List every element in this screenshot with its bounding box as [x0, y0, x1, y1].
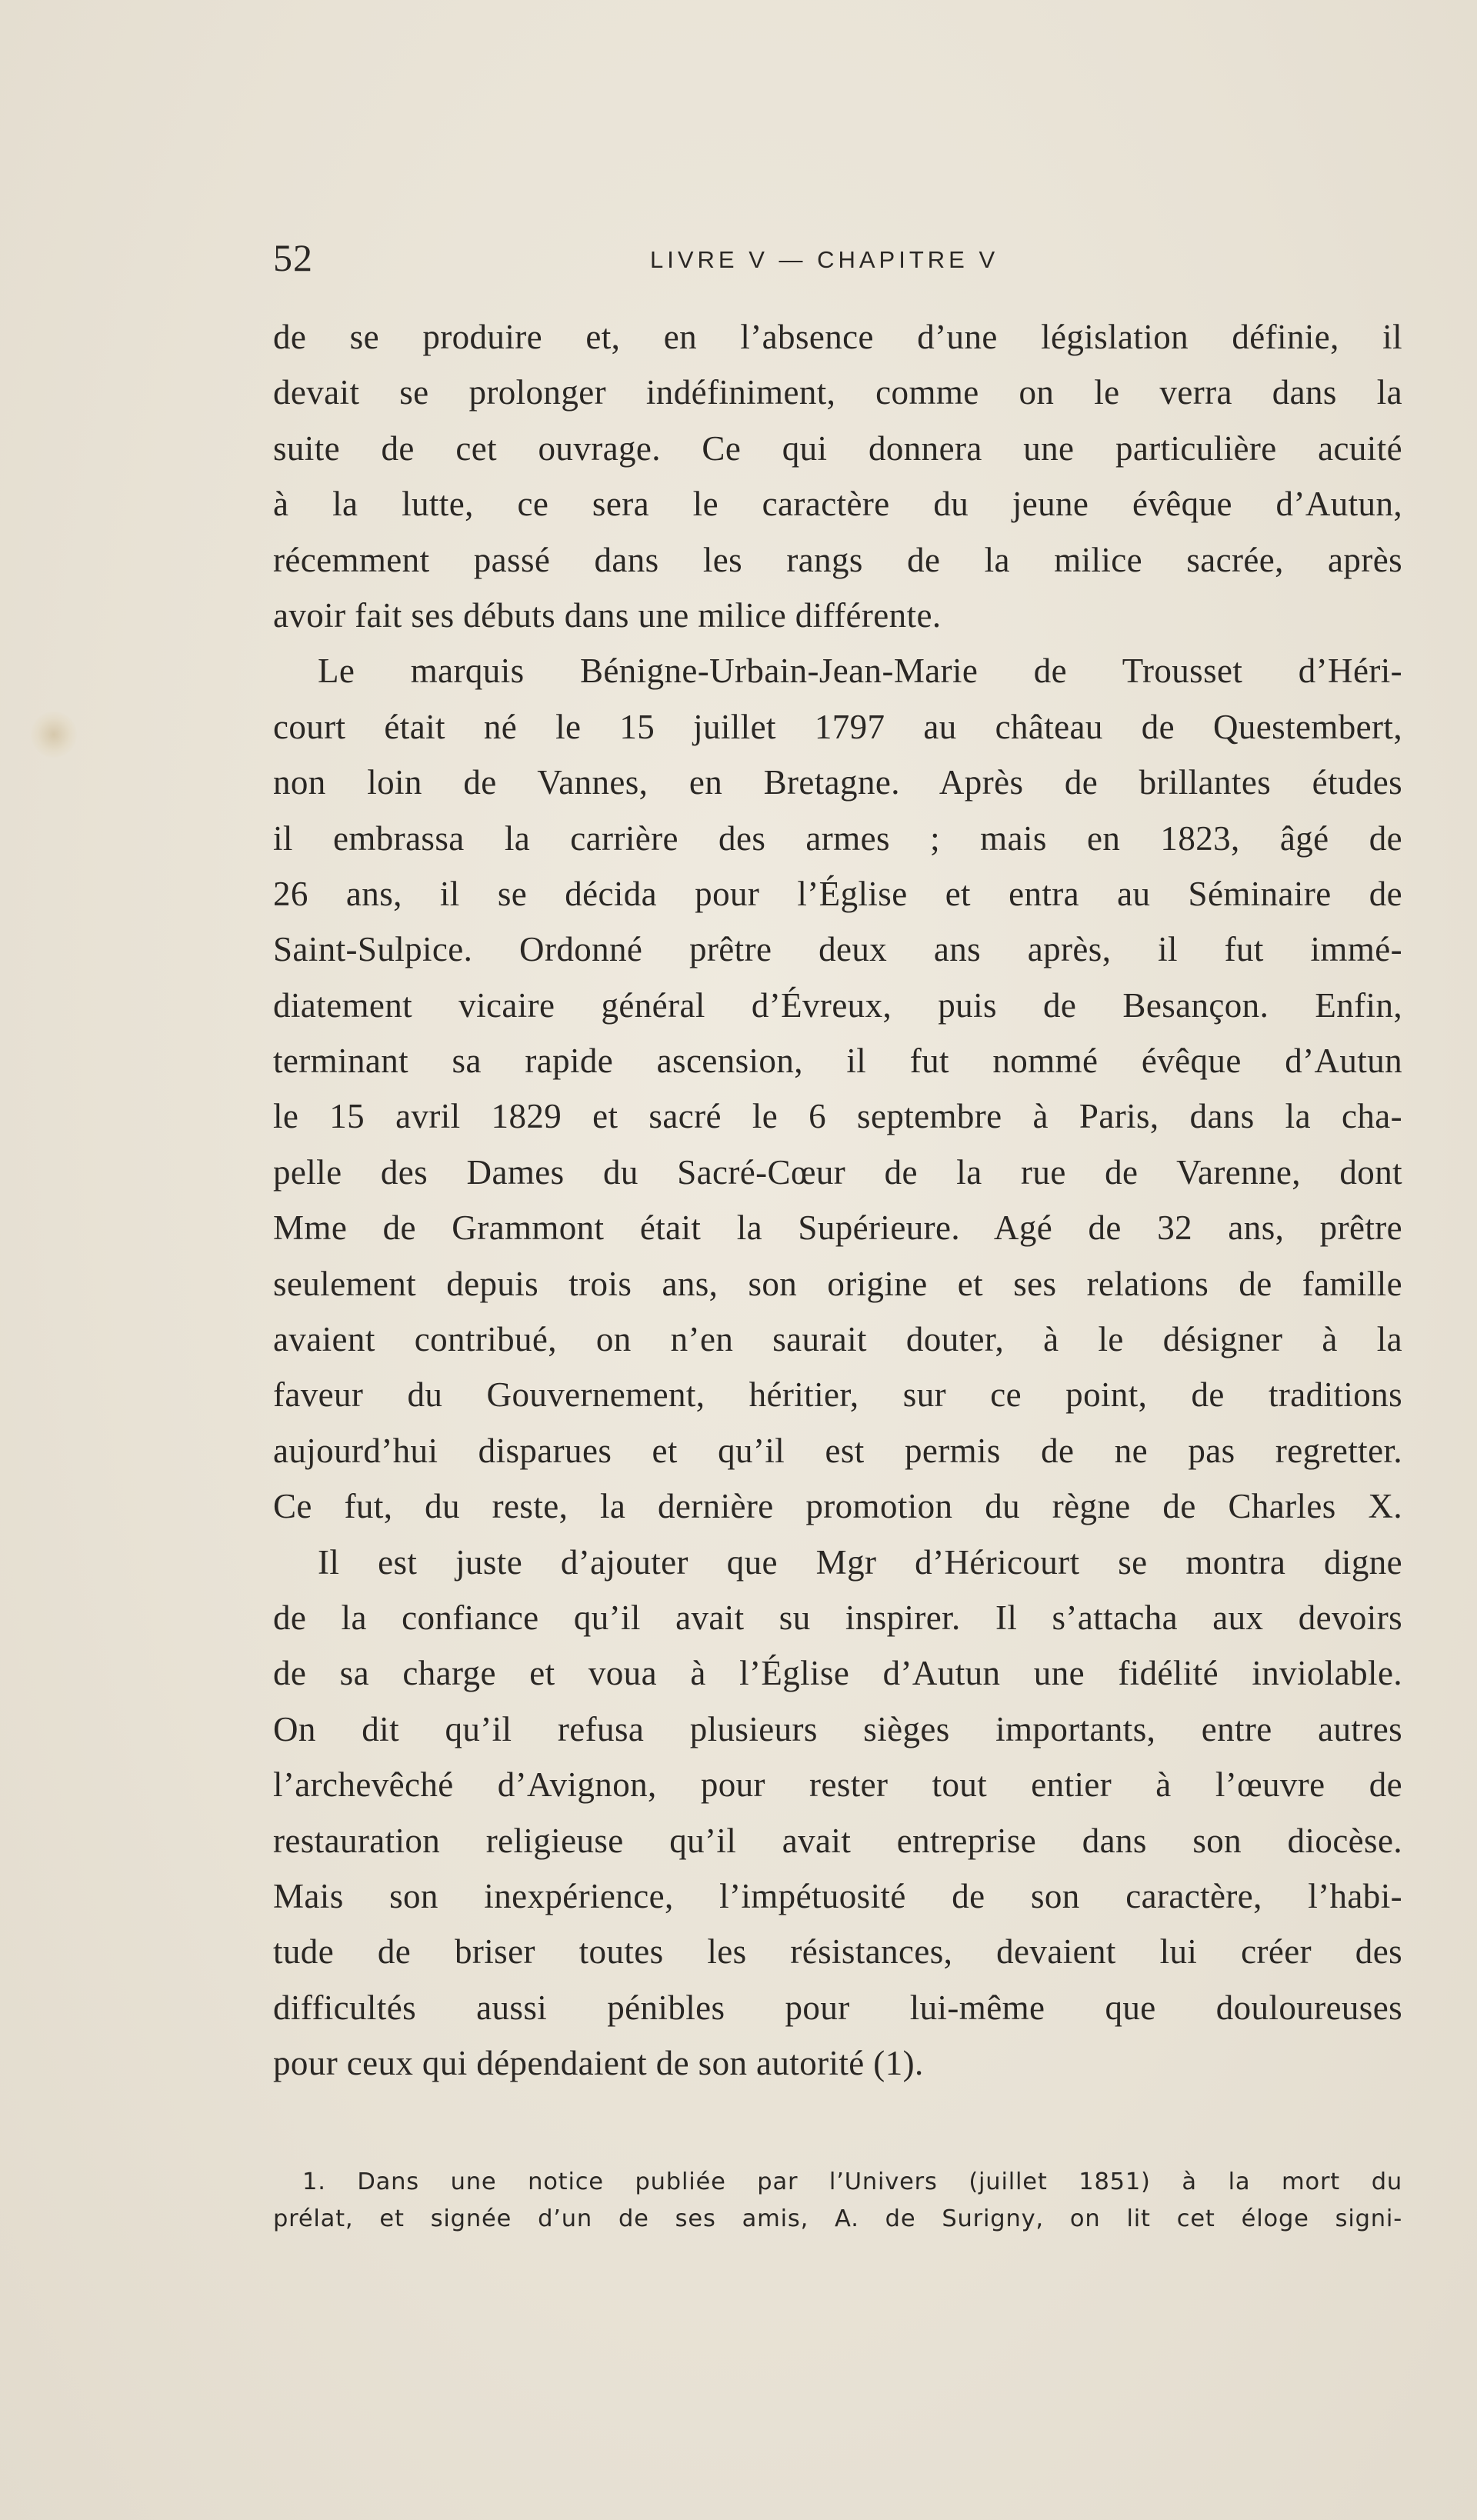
text-line: terminant sa rapide ascension, il fut nommé évêque d’Autun [273, 1042, 1402, 1081]
text-line: récemment passé dans les rangs de la milice sacrée, après [273, 540, 1402, 579]
footnotes [273, 2164, 1402, 2238]
text-line: de la confiance qu’il avait su inspirer. Il s’attacha aux devoirs [273, 1598, 1402, 1637]
text-line: il embrassa la carrière des armes ; mais en 1823, âgé de [273, 818, 1402, 858]
body-text [273, 309, 1402, 2092]
text-line: 26 ans, il se décida pour l’Église et entra au Séminaire de [273, 874, 1402, 913]
text-line: tude de briser toutes les résistances, devaient lui créer des [273, 1932, 1402, 1972]
text-line: Ce fut, du reste, la dernière promotion du règne de Charles X. [273, 1487, 1402, 1526]
text-line: avaient contribué, on n’en saurait douter, à le désigner à la [273, 1320, 1402, 1359]
text-line: suite de cet ouvrage. Ce qui donnera une particulière acuité [273, 428, 1402, 468]
text-line: l’archevêché d’Avignon, pour rester tout entier à l’œuvre de [273, 1765, 1402, 1805]
text-line: pour ceux qui dépendaient de son autorité (1). [273, 2044, 924, 2083]
text-line: faveur du Gouvernement, héritier, sur ce point, de traditions [273, 1375, 1402, 1415]
text-line: diatement vicaire général d’Évreux, puis de Besançon. Enfin, [273, 985, 1402, 1025]
footnote-line: 1. Dans une notice publiée par l’Univers (juillet 1851) à la mort du [302, 2168, 1402, 2195]
running-head: LIVRE V — CHAPITRE V [650, 246, 999, 273]
paper-stain [31, 712, 77, 758]
text-line: devait se prolonger indéfiniment, comme on le verra dans la [273, 373, 1402, 412]
text-line: aujourd’hui disparues et qu’il est permis de ne pas regretter. [273, 1431, 1402, 1470]
text-line: Saint-Sulpice. Ordonné prêtre deux ans après, il fut immé- [273, 930, 1402, 969]
text-line: avoir fait ses débuts dans une milice différente. [273, 595, 942, 635]
text-line: court était né le 15 juillet 1797 au château de Questembert, [273, 707, 1402, 746]
paragraph-start-line: Le marquis Bénigne-Urbain-Jean-Marie de Trousset d’Héri- [318, 652, 1402, 691]
text-line: difficultés aussi pénibles pour lui-même que douloureuses [273, 1988, 1402, 2027]
page-number: 52 [273, 236, 313, 279]
text-line: Mme de Grammont était la Supérieure. Agé de 32 ans, prêtre [273, 1208, 1402, 1248]
text-line: de se produire et, en l’absence d’une législation définie, il [273, 318, 1402, 356]
text-line: à la lutte, ce sera le caractère du jeune évêque d’Autun, [273, 485, 1402, 524]
text-line: le 15 avril 1829 et sacré le 6 septembre à Paris, dans la cha- [273, 1097, 1402, 1136]
text-line: non loin de Vannes, en Bretagne. Après de brillantes études [273, 763, 1402, 802]
text-line: de sa charge et voua à l’Église d’Autun une fidélité inviolable. [273, 1654, 1402, 1693]
footnote-line: prélat, et signée d’un de ses amis, A. de Surigny, on lit cet éloge signi- [273, 2205, 1402, 2232]
text-line: Mais son inexpérience, l’impétuosité de son caractère, l’habi- [273, 1876, 1402, 1915]
text-line: On dit qu’il refusa plusieurs sièges importants, entre autres [273, 1709, 1402, 1748]
page-header [273, 235, 1402, 281]
paragraph-start-line: Il est juste d’ajouter que Mgr d’Héricourt se montra digne [318, 1542, 1402, 1582]
text-line: restauration religieuse qu’il avait entreprise dans son diocèse. [273, 1821, 1402, 1860]
text-line: seulement depuis trois ans, son origine et ses relations de famille [273, 1264, 1402, 1303]
text-line: pelle des Dames du Sacré-Cœur de la rue de Varenne, dont [273, 1152, 1402, 1192]
